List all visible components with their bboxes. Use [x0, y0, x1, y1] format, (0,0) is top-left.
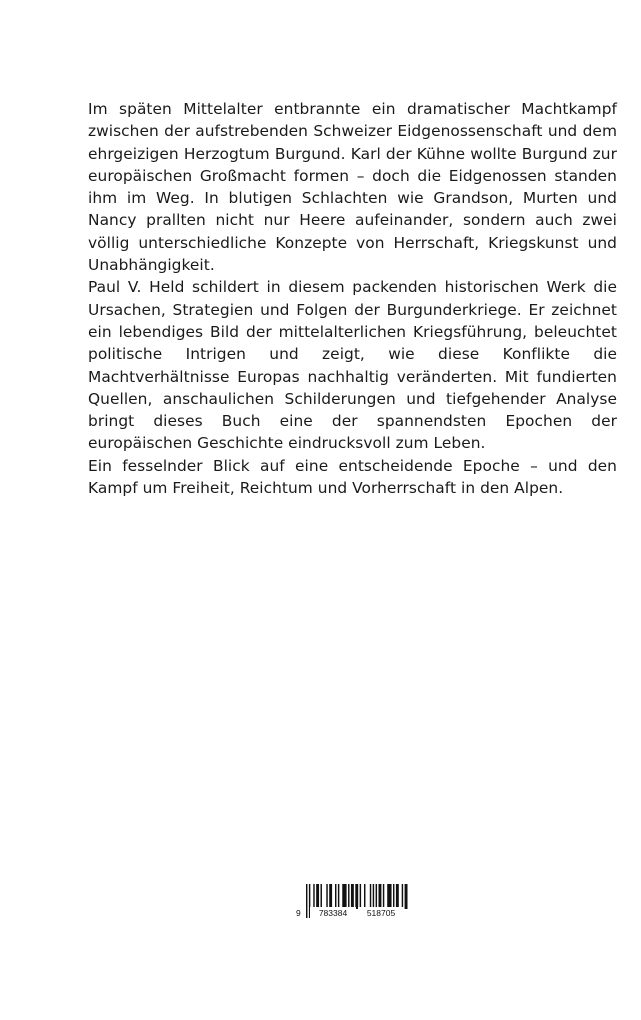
isbn-barcode — [294, 882, 418, 920]
blurb-paragraph-2: Paul V. Held schildert in diesem packenden historischen Werk die Ursachen, Strategien und Folgen der Burgunderkriege. Er zeichnet ein lebendiges Bild der mittelalterlichen Kriegsführung, beleuchtet politische Intrigen und zeigt, wie diese Konflikte die Machtverhältnisse Europas nachhaltig veränderten. Mit fundierten Quellen, anschaulichen Schilderungen und tiefgehender Analyse bringt dieses Buch eine der spannendsten Epochen der europäischen Geschichte eindrucksvoll zum Leben. — [88, 278, 617, 453]
barcode-digits-left: 783384 — [310, 907, 356, 919]
barcode-digit-first: 9 — [296, 908, 301, 918]
barcode-digits-right: 518705 — [358, 907, 404, 919]
barcode-digits — [294, 907, 418, 919]
blurb-paragraph-1: Im späten Mittelalter entbrannte ein dramatischer Machtkampf zwischen der aufstrebenden Schweizer Eidgenossenschaft und dem ehrgeizigen Herzogtum Burgund. Karl der Kühne wollte Burgund zur europäischen Großmacht formen – doch die Eidgenossen standen ihm im Weg. In blutigen Schlachten wie Grandson, Murten und Nancy prallten nicht nur Heere aufeinander, sondern auch zwei völlig unterschiedliche Konzepte von Herrschaft, Kriegskunst und Unabhängigkeit. — [88, 100, 617, 275]
blurb-paragraph-3: Ein fesselnder Blick auf eine entscheidende Epoche – und den Kampf um Freiheit, Reichtum und Vorherrschaft in den Alpen. — [88, 456, 617, 498]
blurb-text — [88, 98, 617, 499]
